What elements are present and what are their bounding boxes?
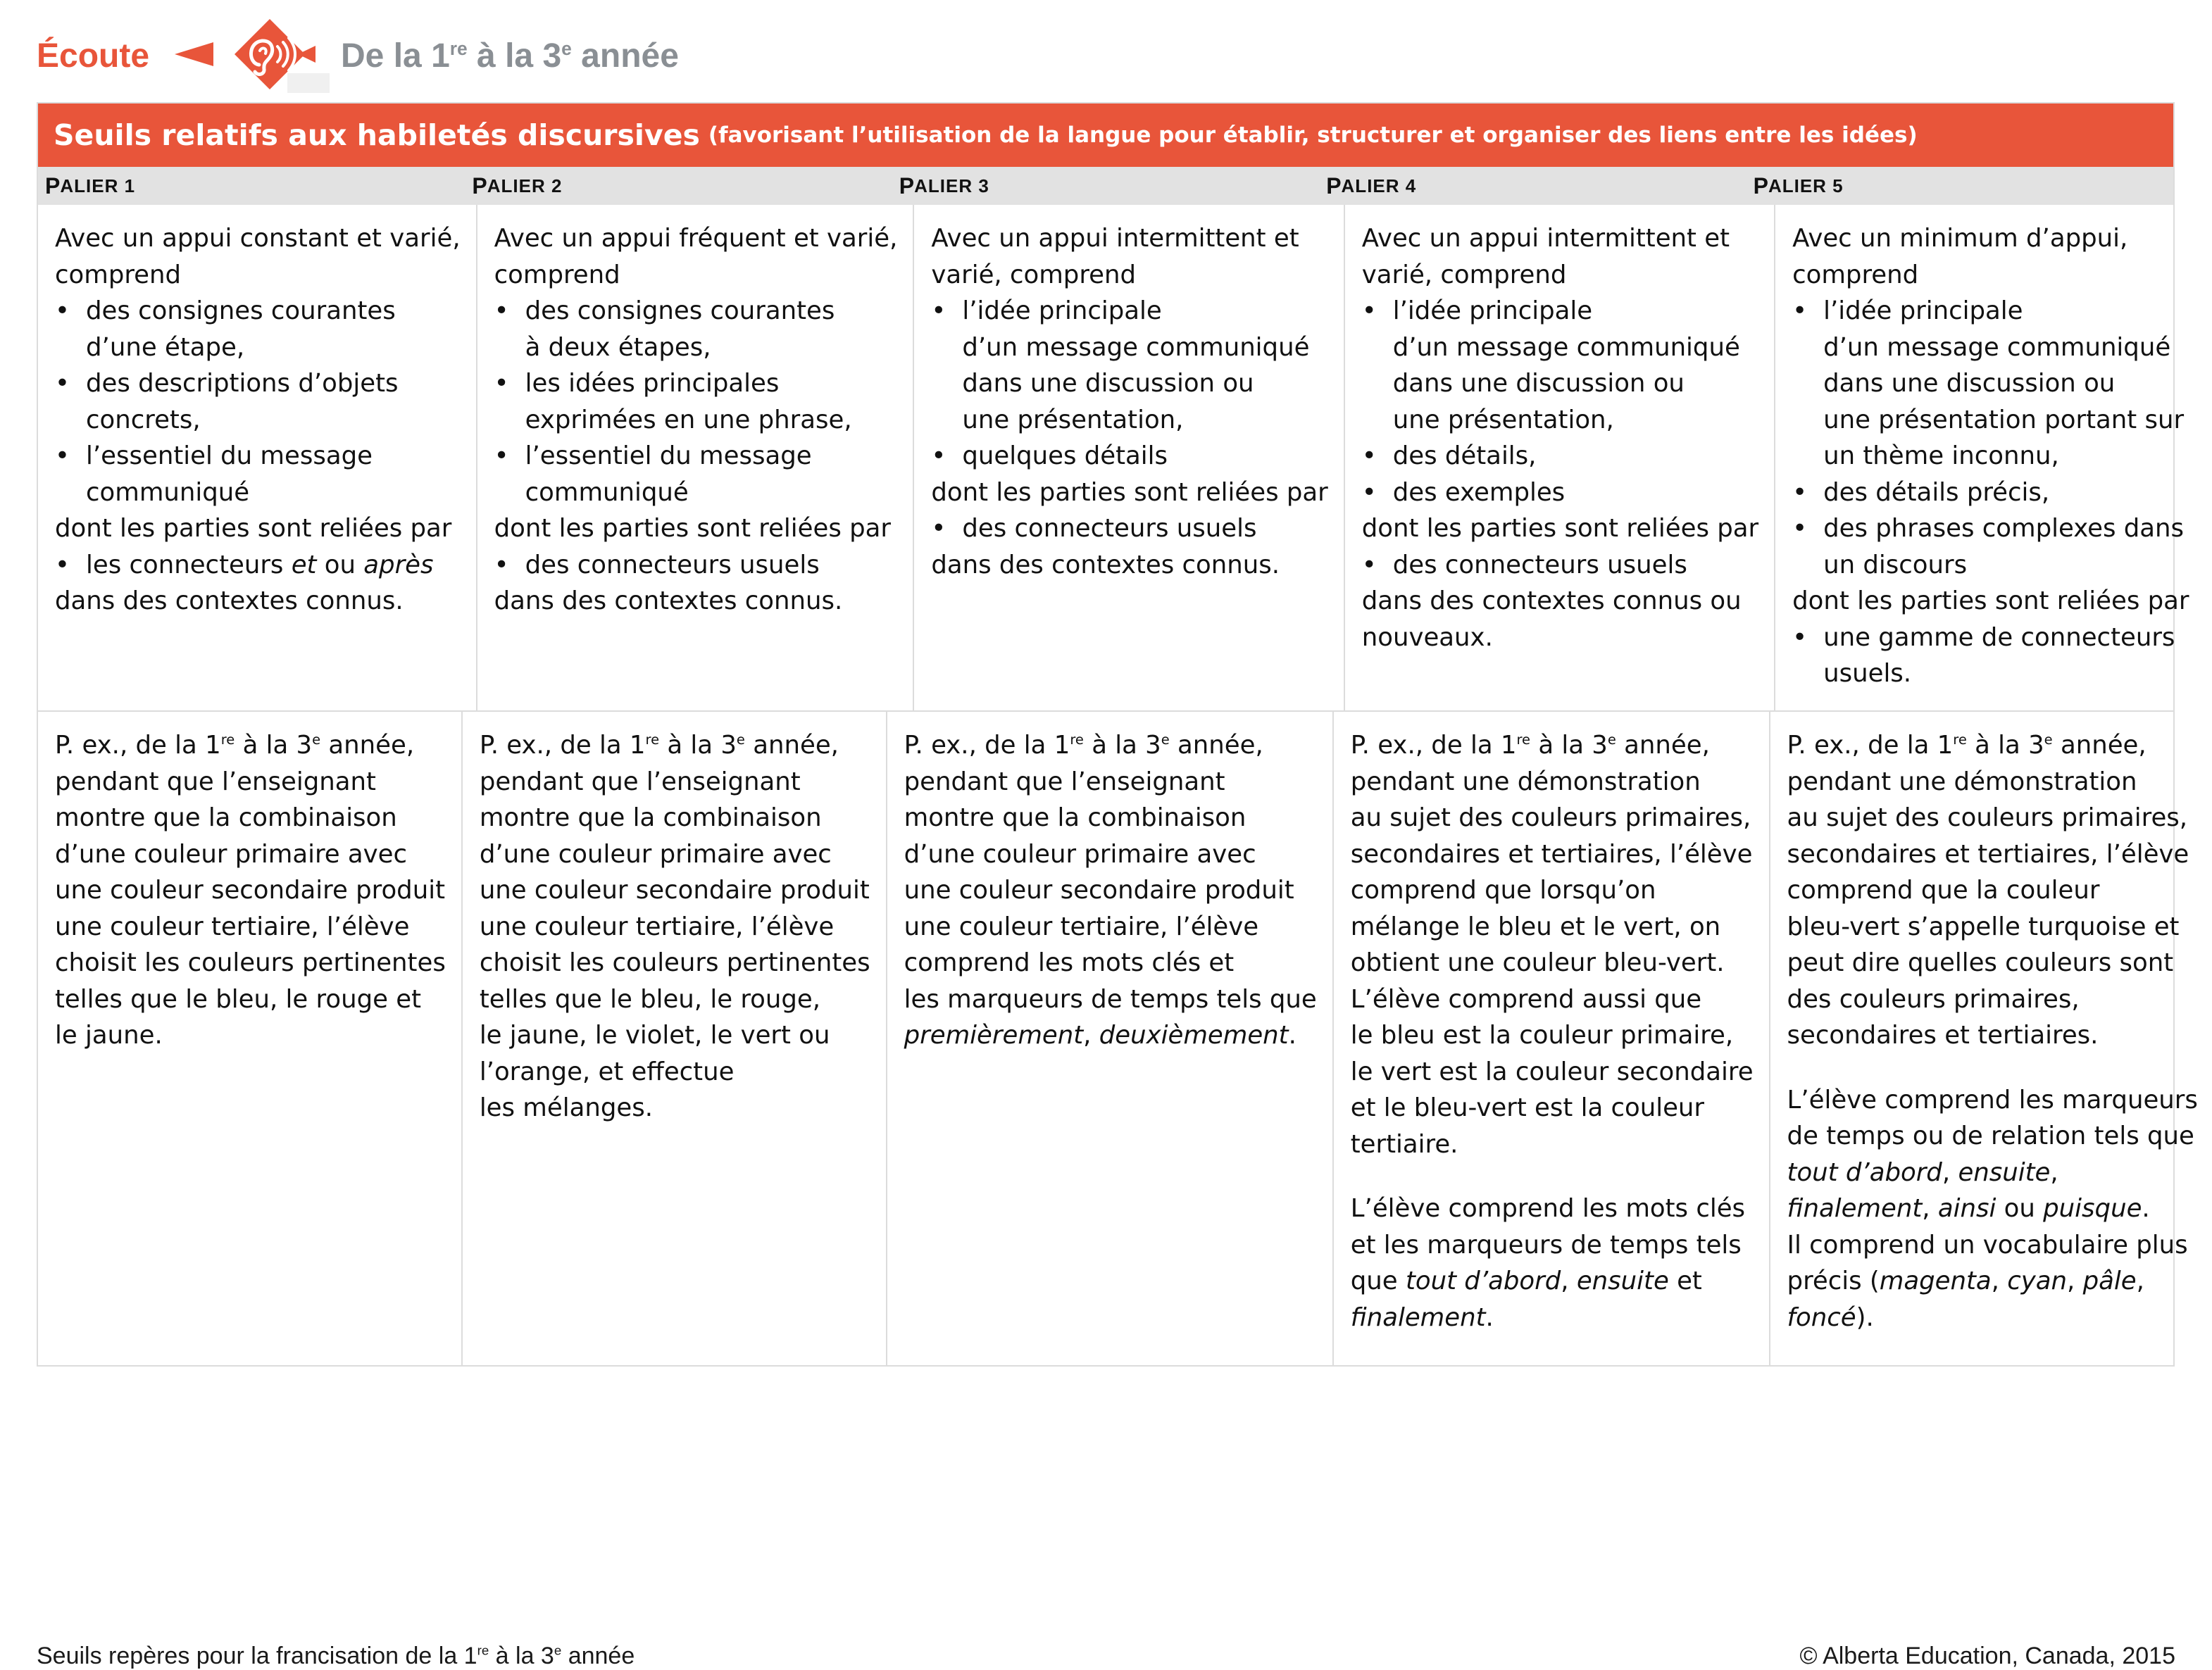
grade-range: De la 1re à la 3e année (341, 37, 679, 75)
table-title-bar (38, 103, 2173, 167)
example-cell-2: P. ex., de la 1re à la 3e année, pendant que l’enseignant montre que la combinaison d’une couleur primaire avec une couleur secondaire produit une couleur tertiaire, l’élève choisit les couleurs pertinentes telles que le bleu, le rouge, le jaune, le violet, le vert ou l’orange, et effectue les mélanges. (463, 712, 887, 1365)
levels-header-row (38, 167, 2173, 205)
example-cell-3: P. ex., de la 1re à la 3e année, pendant que l’enseignant montre que la combinaison d’une couleur primaire avec une couleur secondaire produit une couleur tertiaire, l’élève comprend les mots clés et les marqueurs de temps tels que premièrement, deuxièmement. (887, 712, 1334, 1365)
examples-row (38, 712, 2198, 1365)
ear-listening-icon (175, 15, 365, 93)
footer-copyright: © Alberta Education, Canada, 2015 (1799, 1643, 2175, 1669)
descriptor-cell-4: Avec un appui intermittent et varié, comprend • l’idée principale d’un message communiqué dans une discussion ou une présentation, • des détails, • des exemples dont les parties sont reliées par • des connecteurs usuels dans des contextes connus ou nouveaux. (1345, 205, 1775, 710)
example-cell-1: P. ex., de la 1re à la 3e année, pendant que l’enseignant montre que la combinaison d’une couleur primaire avec une couleur secondaire produit une couleur tertiaire, l’élève choisit les couleurs pertinentes telles que le bleu, le rouge et le jaune. (38, 712, 463, 1365)
example-cell-4: P. ex., de la 1re à la 3e année, pendant une démonstration au sujet des couleurs primaires, secondaires et tertiaires, l’élève comprend que lorsqu’on mélange le bleu et le vert, on obtient une couleur bleu-vert. L’élève comprend aussi que le bleu est la couleur primaire, le vert est la couleur secondaire et le bleu-vert est la couleur tertiaire. L’élève comprend les mots clés et les marqueurs de temps tels que tout d’abord, ensuite et finalement. (1334, 712, 1770, 1365)
example-cell-5: P. ex., de la 1re à la 3e année, pendant une démonstration au sujet des couleurs primaires, secondaires et tertiaires, l’élève comprend que la couleur bleu-vert s’appelle turquoise et peut dire quelles couleurs sont des couleurs primaires, secondaires et tertiaires. L’élève comprend les marqueurs de temps ou de relation tels que tout d’abord, ensuite, finalement, ainsi ou puisque. Il comprend un vocabulaire plus précis (magenta, cyan, pâle, foncé). (1787, 731, 2198, 1332)
page-header (37, 15, 2175, 93)
level-header-2: P ALIER 2 (472, 172, 563, 199)
level-header-5: P ALIER 5 (1753, 172, 1844, 199)
thresholds-table (37, 102, 2198, 1367)
descriptor-cell-5: Avec un minimum d’appui, comprend • l’idée principale d’un message communiqué dans une discussion ou une présentation portant sur un thème inconnu, • des détails précis, • des phrases complexes dans un discours dont les parties sont reliées par • une gamme de connecteurs usuels. (1775, 205, 2204, 710)
descriptor-cell-3: Avec un appui intermittent et varié, comprend • l’idée principale d’un message communiqué dans une discussion ou une présentation, • quelques détails dont les parties sont reliées par • des connecteurs usuels dans des contextes connus. (914, 205, 1344, 710)
footer-document-title: Seuils repères pour la francisation de la 1re à la 3e année (37, 1643, 635, 1669)
level-header-3: P ALIER 3 (899, 172, 989, 199)
descriptors-row (38, 205, 2189, 712)
table-title: Seuils relatifs aux habiletés discursives (54, 118, 700, 152)
level-header-1: P ALIER 1 (45, 172, 136, 199)
section-label: Écoute (37, 37, 150, 75)
level-header-4: P ALIER 4 (1326, 172, 1417, 199)
descriptor-cell-2: Avec un appui fréquent et varié, comprend • des consignes courantes à deux étapes, • les idées principales exprimées en une phrase, • l’essentiel du message communiqué dont les parties sont reliées par • des connecteurs usuels dans des contextes connus. (477, 205, 915, 710)
table-subtitle: (favorisant l’utilisation de la langue pour établir, structurer et organiser des liens entre les idées) (708, 123, 1918, 148)
descriptor-cell-1: Avec un appui constant et varié, comprend • des consignes courantes d’une étape, • des descriptions d’objets concrets, • l’essentiel du message communiqué dont les parties sont reliées par • les connecteurs et ou après dans des contextes connus. (38, 205, 477, 710)
